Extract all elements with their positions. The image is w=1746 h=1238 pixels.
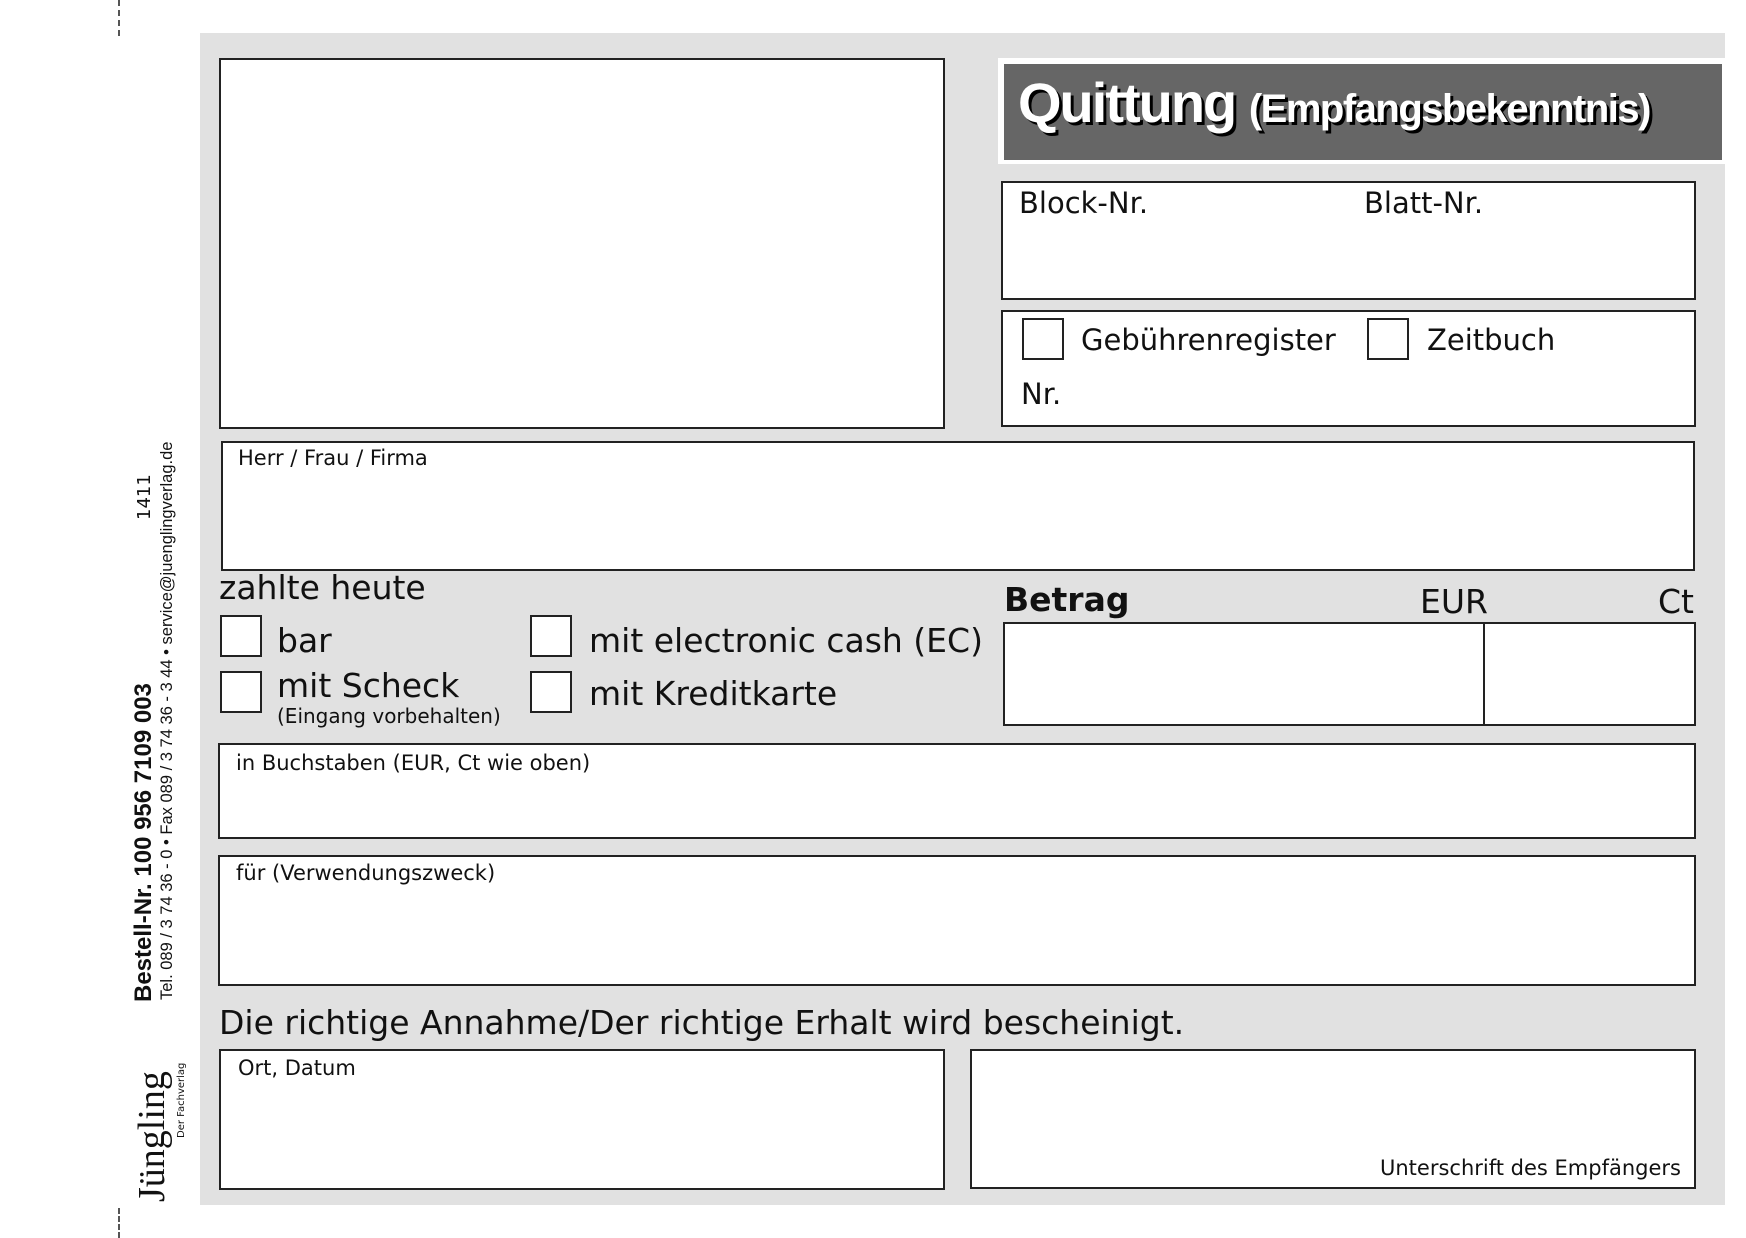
scheck-note: (Eingang vorbehalten)	[277, 704, 501, 728]
bar-label: bar	[277, 621, 332, 660]
amount-label: Betrag	[1004, 580, 1130, 619]
eur-label: EUR	[1420, 582, 1488, 621]
gebuehrenregister-label: Gebührenregister	[1081, 323, 1336, 357]
kreditkarte-label: mit Kreditkarte	[589, 674, 838, 713]
zeitbuch-label: Zeitbuch	[1427, 323, 1556, 357]
publisher-code: 1411	[134, 474, 155, 520]
scheck-checkbox[interactable]	[220, 671, 262, 713]
payer-field[interactable]	[221, 441, 1695, 571]
blatt-nr-label: Blatt-Nr.	[1364, 186, 1484, 220]
kreditkarte-checkbox[interactable]	[530, 671, 572, 713]
publisher-tagline: Der Fachverlag	[176, 1062, 187, 1138]
address-box[interactable]	[219, 58, 945, 429]
form-title-sub: (Empfangsbekenntnis)	[1248, 87, 1650, 131]
publisher-contact: Tel. 089 / 3 74 36 - 0 • Fax 089 / 3 74 36 - 3 44 • service@juenglingverlag.de	[158, 441, 176, 1000]
form-title-main: Quittung	[1018, 71, 1236, 134]
payer-label: Herr / Frau / Firma	[238, 446, 428, 470]
purpose-label: für (Verwendungszweck)	[236, 861, 496, 885]
scheck-label: mit Scheck	[277, 666, 460, 705]
nr-label: Nr.	[1021, 377, 1062, 411]
publisher-sidebar	[118, 441, 198, 1210]
amount-eur-field[interactable]	[1003, 622, 1485, 726]
zeitbuch-checkbox[interactable]	[1367, 318, 1409, 360]
form-title	[1018, 70, 1650, 135]
amount-ct-field[interactable]	[1483, 622, 1696, 726]
ec-label: mit electronic cash (EC)	[589, 621, 983, 660]
block-nr-label: Block-Nr.	[1019, 186, 1149, 220]
confirmation-text: Die richtige Annahme/Der richtige Erhalt wird bescheinigt.	[219, 1003, 1185, 1042]
signature-label: Unterschrift des Empfängers	[1380, 1156, 1681, 1180]
cut-mark-bottom	[118, 1208, 120, 1238]
place-date-label: Ort, Datum	[238, 1056, 356, 1080]
gebuehrenregister-checkbox[interactable]	[1022, 318, 1064, 360]
amount-in-words-label: in Buchstaben (EUR, Ct wie oben)	[236, 751, 591, 775]
ec-checkbox[interactable]	[530, 615, 572, 657]
ct-label: Ct	[1658, 582, 1694, 621]
order-number: Bestell-Nr. 100 956 7109 003	[130, 683, 157, 1002]
paid-today-label: zahlte heute	[219, 568, 426, 607]
cut-mark-top	[118, 0, 120, 36]
publisher-brand-logo: Jüngling	[131, 1071, 173, 1202]
bar-checkbox[interactable]	[220, 615, 262, 657]
